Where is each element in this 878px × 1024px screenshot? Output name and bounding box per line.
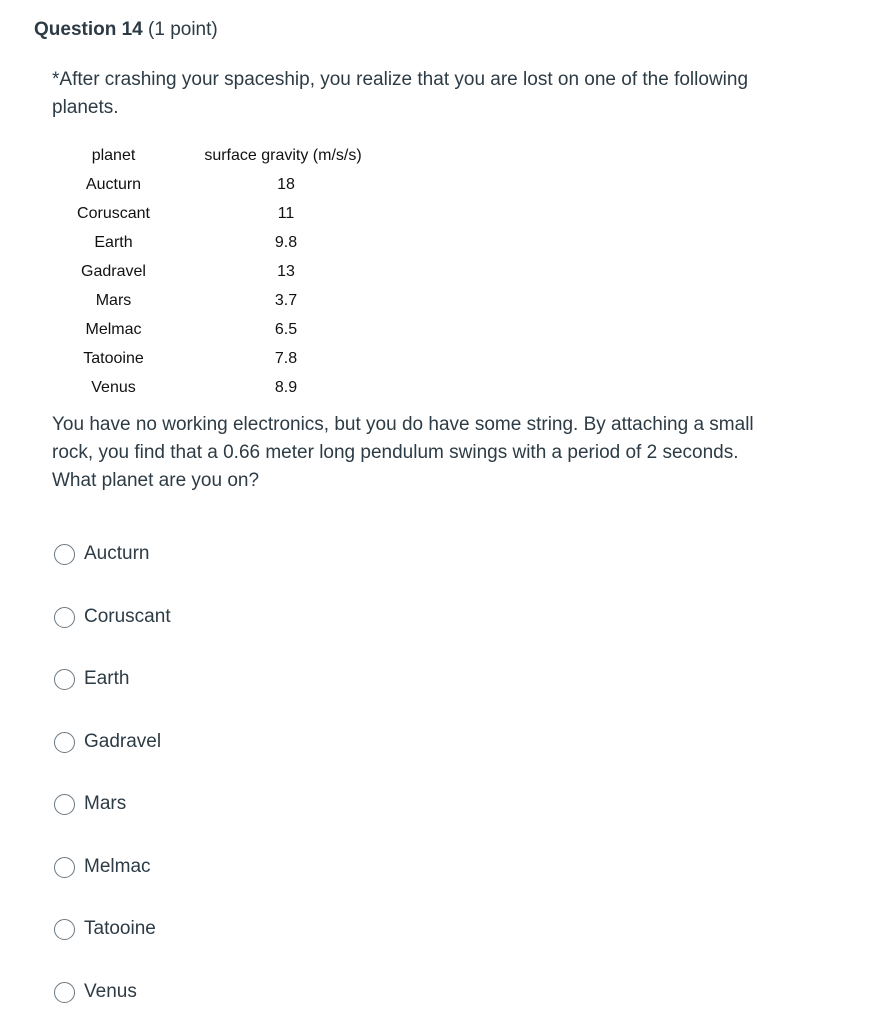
- question-problem-text: You have no working electronics, but you do have some string. By attaching a small rock, you find that a 0.66 meter long pendulum swings with a period of 2 seconds. What planet are you on?: [52, 414, 754, 491]
- radio-button[interactable]: [54, 607, 75, 628]
- table-row: [62, 170, 401, 199]
- table-row: [62, 199, 401, 228]
- planet-name-cell: Earth: [94, 233, 133, 251]
- answer-option-aucturn[interactable]: [54, 540, 149, 568]
- planet-name-cell: Melmac: [85, 320, 142, 338]
- planet-gravity-table: [62, 141, 401, 402]
- planet-name-cell: Aucturn: [85, 175, 142, 193]
- planet-name-cell: Tatooine: [83, 349, 144, 367]
- answer-option-melmac[interactable]: [54, 853, 151, 881]
- radio-button[interactable]: [54, 857, 75, 878]
- answer-label: Tatooine: [84, 918, 156, 939]
- table-row: [62, 228, 401, 257]
- planet-name-cell: Mars: [95, 291, 132, 309]
- radio-button[interactable]: [54, 794, 75, 815]
- answer-label: Gadravel: [84, 731, 162, 752]
- question-header: [34, 18, 218, 42]
- gravity-value-cell: 3.7: [274, 291, 298, 309]
- answer-label: Earth: [84, 668, 130, 689]
- question-intro: *After crashing your spaceship, you realize that you are lost on one of the following planets.: [52, 69, 749, 118]
- table-row: [62, 257, 401, 286]
- radio-button[interactable]: [54, 732, 75, 753]
- planet-name-cell: Venus: [91, 378, 136, 396]
- gravity-value-cell: 13: [277, 262, 295, 280]
- answer-label: Coruscant: [84, 606, 171, 627]
- answer-option-venus[interactable]: [54, 978, 137, 1006]
- radio-button[interactable]: [54, 669, 75, 690]
- answer-label: Aucturn: [84, 543, 150, 564]
- gravity-value-cell: 9.8: [274, 233, 298, 251]
- answer-option-gadravel[interactable]: [54, 728, 161, 756]
- answer-option-earth[interactable]: [54, 665, 129, 693]
- gravity-value-cell: 11: [277, 204, 295, 222]
- question-title: Question 14: [34, 19, 143, 40]
- gravity-value-cell: 6.5: [274, 320, 298, 338]
- gravity-value-cell: 7.8: [274, 349, 298, 367]
- gravity-value-cell: 18: [277, 175, 295, 193]
- planet-name-cell: Gadravel: [81, 262, 146, 280]
- radio-button[interactable]: [54, 544, 75, 565]
- table-header-row: [62, 141, 401, 170]
- table-row: [62, 286, 401, 315]
- radio-button[interactable]: [54, 919, 75, 940]
- radio-button[interactable]: [54, 982, 75, 1003]
- answer-option-coruscant[interactable]: [54, 603, 171, 631]
- answer-option-mars[interactable]: [54, 790, 126, 818]
- answer-option-tatooine[interactable]: [54, 915, 156, 943]
- planet-name-cell: Coruscant: [77, 204, 150, 222]
- table-row: [62, 315, 401, 344]
- table-row: [62, 344, 401, 373]
- table-row: [62, 373, 401, 402]
- answer-label: Venus: [84, 981, 137, 1002]
- answer-label: Melmac: [84, 856, 151, 877]
- column-header-gravity: surface gravity (m/s/s): [204, 146, 362, 164]
- answer-label: Mars: [84, 793, 127, 814]
- column-header-planet: planet: [91, 146, 136, 164]
- question-points: (1 point): [148, 19, 218, 40]
- gravity-value-cell: 8.9: [274, 378, 298, 396]
